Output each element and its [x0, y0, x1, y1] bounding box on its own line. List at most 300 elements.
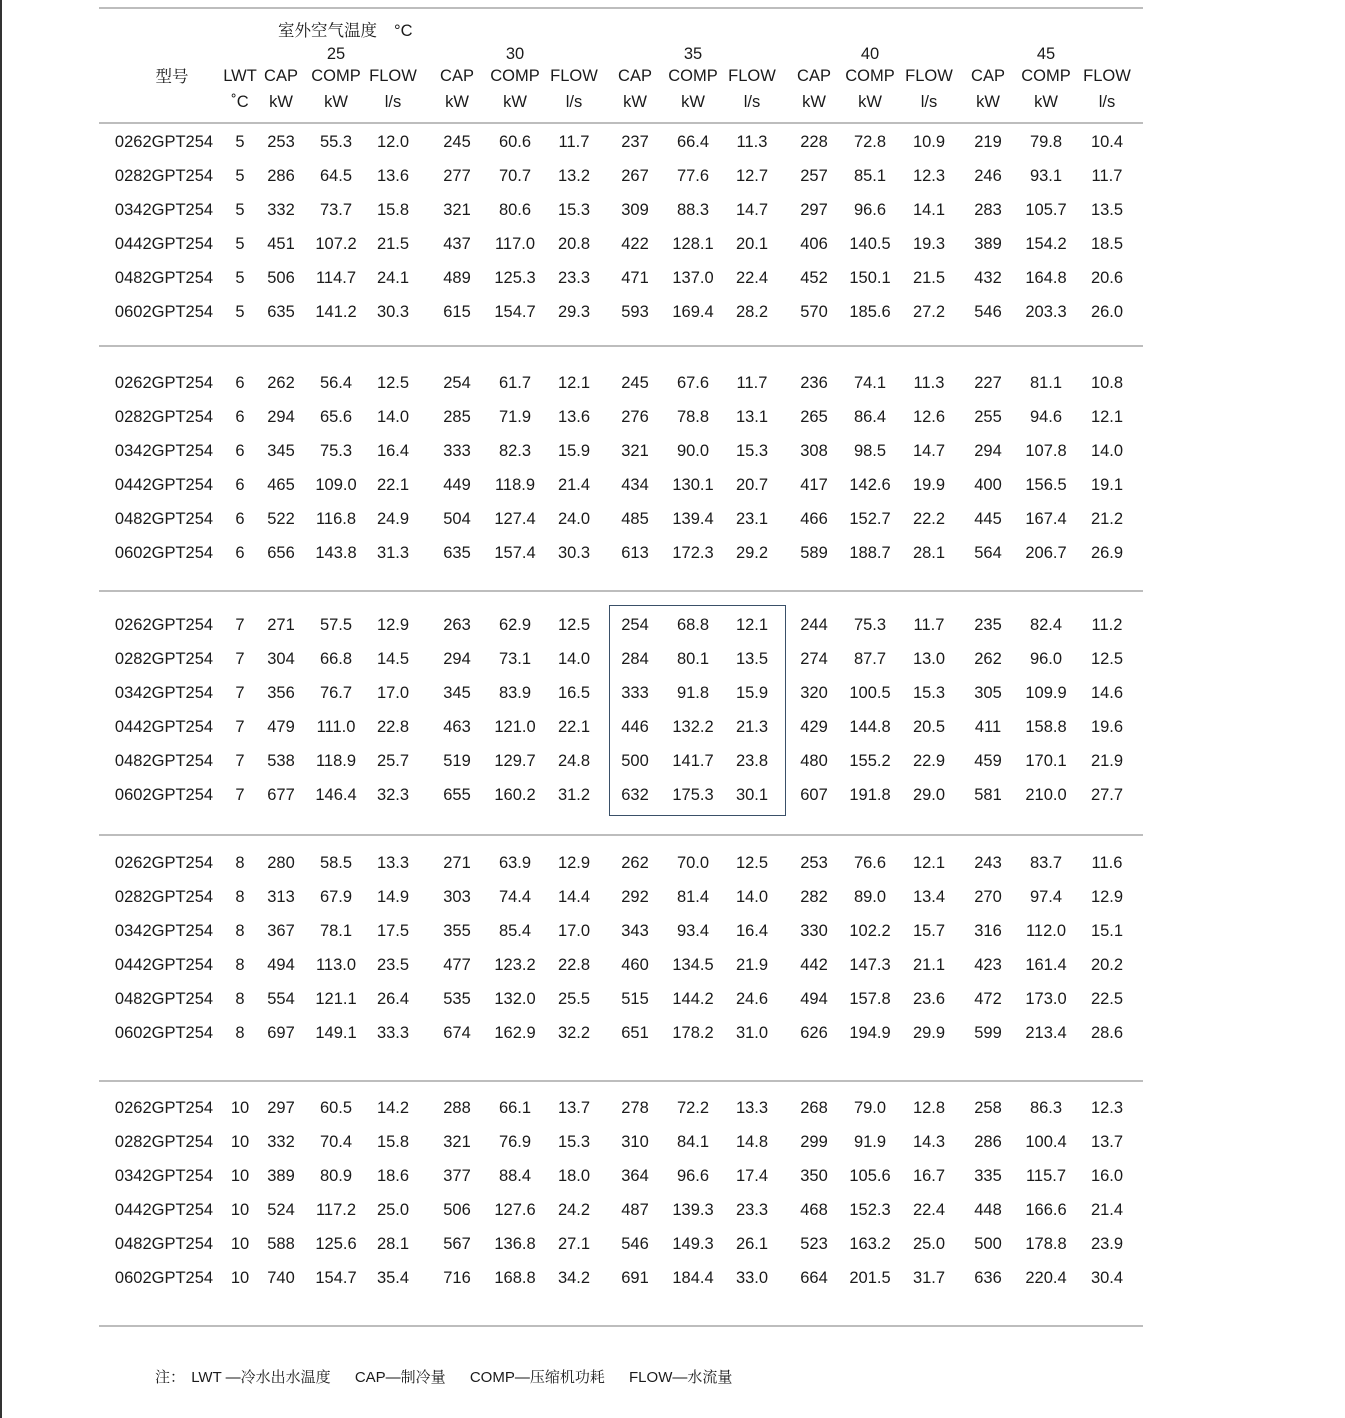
footnote-comp: COMP—压缩机功耗 — [469, 1369, 605, 1386]
value-cell: 285 — [443, 408, 471, 426]
value-cell: 156.5 — [1025, 476, 1067, 494]
value-cell: 125.3 — [494, 269, 536, 287]
value-cell: 12.8 — [912, 1099, 946, 1117]
value-cell: 321 — [443, 1133, 471, 1151]
value-cell: 313 — [267, 888, 295, 906]
value-cell: 80.1 — [676, 650, 710, 668]
model-cell: 0262GPT254 — [114, 854, 214, 872]
value-cell: 479 — [267, 718, 295, 736]
value-cell: 14.9 — [376, 888, 410, 906]
value-cell: 88.3 — [676, 201, 710, 219]
value-cell: 262 — [267, 374, 295, 392]
value-cell: 14.0 — [1090, 442, 1124, 460]
value-cell: 67.6 — [676, 374, 710, 392]
value-cell: 163.2 — [849, 1235, 891, 1253]
value-cell: 364 — [621, 1167, 649, 1185]
value-cell: 504 — [443, 510, 471, 528]
value-cell: 23.8 — [735, 752, 769, 770]
value-cell: 157.4 — [494, 544, 536, 562]
col-unit: kW — [681, 93, 705, 111]
page-left-border — [0, 0, 2, 1418]
value-cell: 31.7 — [912, 1269, 946, 1287]
value-cell: 166.6 — [1025, 1201, 1067, 1219]
value-cell: 27.2 — [912, 303, 946, 321]
value-cell: 100.4 — [1025, 1133, 1067, 1151]
value-cell: 20.6 — [1090, 269, 1124, 287]
temp-header-40: 40 — [860, 45, 880, 63]
value-cell: 117.0 — [494, 235, 536, 253]
model-cell: 0262GPT254 — [114, 133, 214, 151]
value-cell: 26.1 — [735, 1235, 769, 1253]
value-cell: 13.7 — [557, 1099, 591, 1117]
value-cell: 125.6 — [315, 1235, 357, 1253]
value-cell: 274 — [800, 650, 828, 668]
col-header-flow: FLOW — [369, 67, 417, 85]
value-cell: 332 — [267, 201, 295, 219]
col-unit: l/s — [384, 93, 402, 111]
value-cell: 91.9 — [853, 1133, 887, 1151]
value-cell: 185.6 — [849, 303, 891, 321]
lwt-cell: 5 — [235, 133, 245, 151]
value-cell: 79.0 — [853, 1099, 887, 1117]
value-cell: 716 — [443, 1269, 471, 1287]
value-cell: 14.0 — [735, 888, 769, 906]
value-cell: 451 — [267, 235, 295, 253]
value-cell: 350 — [800, 1167, 828, 1185]
value-cell: 632 — [621, 786, 649, 804]
value-cell: 24.8 — [557, 752, 591, 770]
value-cell: 31.2 — [557, 786, 591, 804]
value-cell: 16.5 — [557, 684, 591, 702]
value-cell: 500 — [621, 752, 649, 770]
value-cell: 70.7 — [498, 167, 532, 185]
value-cell: 93.1 — [1029, 167, 1063, 185]
col-header-flow: FLOW — [728, 67, 776, 85]
lwt-cell: 10 — [230, 1099, 250, 1117]
temp-header-30: 30 — [505, 45, 525, 63]
value-cell: 121.0 — [494, 718, 536, 736]
value-cell: 263 — [443, 616, 471, 634]
value-cell: 30.3 — [376, 303, 410, 321]
value-cell: 13.0 — [912, 650, 946, 668]
value-cell: 22.8 — [557, 956, 591, 974]
col-header-comp: COMP — [311, 67, 361, 85]
model-cell: 0482GPT254 — [114, 510, 214, 528]
value-cell: 31.0 — [735, 1024, 769, 1042]
value-cell: 161.4 — [1025, 956, 1067, 974]
value-cell: 22.1 — [557, 718, 591, 736]
value-cell: 460 — [621, 956, 649, 974]
value-cell: 81.4 — [676, 888, 710, 906]
model-cell: 0262GPT254 — [114, 616, 214, 634]
value-cell: 149.3 — [672, 1235, 714, 1253]
table-rule — [99, 345, 1143, 347]
value-cell: 343 — [621, 922, 649, 940]
value-cell: 141.7 — [672, 752, 714, 770]
value-cell: 500 — [974, 1235, 1002, 1253]
value-cell: 330 — [800, 922, 828, 940]
value-cell: 635 — [443, 544, 471, 562]
value-cell: 12.9 — [1090, 888, 1124, 906]
value-cell: 158.8 — [1025, 718, 1067, 736]
value-cell: 297 — [800, 201, 828, 219]
value-cell: 152.3 — [849, 1201, 891, 1219]
value-cell: 30.1 — [735, 786, 769, 804]
value-cell: 170.1 — [1025, 752, 1067, 770]
value-cell: 11.7 — [913, 616, 945, 634]
value-cell: 13.3 — [376, 854, 410, 872]
value-cell: 74.1 — [853, 374, 887, 392]
value-cell: 255 — [974, 408, 1002, 426]
value-cell: 282 — [800, 888, 828, 906]
value-cell: 546 — [621, 1235, 649, 1253]
lwt-cell: 8 — [235, 888, 245, 906]
value-cell: 15.3 — [557, 1133, 591, 1151]
col-header-comp: COMP — [490, 67, 540, 85]
value-cell: 85.1 — [853, 167, 887, 185]
value-cell: 90.0 — [676, 442, 710, 460]
value-cell: 535 — [443, 990, 471, 1008]
model-cell: 0342GPT254 — [114, 684, 214, 702]
value-cell: 333 — [443, 442, 471, 460]
lwt-cell: 8 — [235, 956, 245, 974]
value-cell: 22.9 — [912, 752, 946, 770]
value-cell: 98.5 — [853, 442, 887, 460]
value-cell: 389 — [267, 1167, 295, 1185]
value-cell: 288 — [443, 1099, 471, 1117]
value-cell: 18.5 — [1090, 235, 1124, 253]
value-cell: 377 — [443, 1167, 471, 1185]
value-cell: 423 — [974, 956, 1002, 974]
value-cell: 581 — [974, 786, 1002, 804]
value-cell: 22.8 — [376, 718, 410, 736]
value-cell: 19.1 — [1090, 476, 1124, 494]
value-cell: 13.2 — [557, 167, 591, 185]
value-cell: 134.5 — [672, 956, 714, 974]
value-cell: 400 — [974, 476, 1002, 494]
value-cell: 21.5 — [376, 235, 410, 253]
value-cell: 13.4 — [912, 888, 946, 906]
value-cell: 117.2 — [315, 1201, 357, 1219]
value-cell: 356 — [267, 684, 295, 702]
value-cell: 32.2 — [557, 1024, 591, 1042]
value-cell: 472 — [974, 990, 1002, 1008]
value-cell: 12.1 — [1090, 408, 1124, 426]
value-cell: 459 — [974, 752, 1002, 770]
value-cell: 613 — [621, 544, 649, 562]
value-cell: 477 — [443, 956, 471, 974]
model-cell: 0602GPT254 — [114, 1024, 214, 1042]
value-cell: 112.0 — [1025, 922, 1067, 940]
value-cell: 77.6 — [676, 167, 710, 185]
value-cell: 12.9 — [557, 854, 591, 872]
value-cell: 515 — [621, 990, 649, 1008]
value-cell: 236 — [800, 374, 828, 392]
value-cell: 29.2 — [735, 544, 769, 562]
value-cell: 538 — [267, 752, 295, 770]
value-cell: 10.8 — [1090, 374, 1124, 392]
value-cell: 31.3 — [376, 544, 410, 562]
value-cell: 15.7 — [912, 922, 946, 940]
lwt-cell: 7 — [235, 786, 245, 804]
value-cell: 66.8 — [319, 650, 353, 668]
value-cell: 321 — [443, 201, 471, 219]
value-cell: 305 — [974, 684, 1002, 702]
value-cell: 485 — [621, 510, 649, 528]
value-cell: 65.6 — [319, 408, 353, 426]
value-cell: 14.5 — [376, 650, 410, 668]
value-cell: 22.4 — [735, 269, 769, 287]
col-unit: kW — [976, 93, 1000, 111]
value-cell: 72.8 — [853, 133, 887, 151]
value-cell: 12.5 — [557, 616, 591, 634]
value-cell: 86.3 — [1029, 1099, 1063, 1117]
value-cell: 589 — [800, 544, 828, 562]
value-cell: 57.5 — [319, 616, 353, 634]
value-cell: 17.0 — [376, 684, 410, 702]
value-cell: 12.1 — [912, 854, 946, 872]
lwt-header: LWT — [223, 67, 257, 85]
value-cell: 253 — [267, 133, 295, 151]
value-cell: 67.9 — [319, 888, 353, 906]
value-cell: 154.2 — [1025, 235, 1067, 253]
value-cell: 14.1 — [912, 201, 946, 219]
table-rule — [99, 590, 1143, 592]
model-cell: 0602GPT254 — [114, 544, 214, 562]
value-cell: 235 — [974, 616, 1002, 634]
value-cell: 76.7 — [319, 684, 353, 702]
lwt-unit: ˚C — [231, 93, 249, 111]
value-cell: 63.9 — [498, 854, 532, 872]
value-cell: 321 — [621, 442, 649, 460]
value-cell: 20.7 — [735, 476, 769, 494]
lwt-cell: 10 — [230, 1235, 250, 1253]
value-cell: 107.8 — [1025, 442, 1067, 460]
value-cell: 607 — [800, 786, 828, 804]
value-cell: 144.8 — [849, 718, 891, 736]
value-cell: 149.1 — [315, 1024, 357, 1042]
value-cell: 16.4 — [376, 442, 410, 460]
value-cell: 14.8 — [735, 1133, 769, 1151]
value-cell: 228 — [800, 133, 828, 151]
value-cell: 524 — [267, 1201, 295, 1219]
model-cell: 0282GPT254 — [114, 167, 214, 185]
lwt-cell: 5 — [235, 201, 245, 219]
value-cell: 283 — [974, 201, 1002, 219]
value-cell: 88.4 — [498, 1167, 532, 1185]
col-header-comp: COMP — [668, 67, 718, 85]
value-cell: 570 — [800, 303, 828, 321]
model-cell: 0342GPT254 — [114, 922, 214, 940]
value-cell: 246 — [974, 167, 1002, 185]
value-cell: 434 — [621, 476, 649, 494]
value-cell: 175.3 — [672, 786, 714, 804]
value-cell: 136.8 — [494, 1235, 536, 1253]
lwt-cell: 7 — [235, 616, 245, 634]
value-cell: 73.1 — [498, 650, 532, 668]
value-cell: 429 — [800, 718, 828, 736]
value-cell: 27.1 — [557, 1235, 591, 1253]
value-cell: 445 — [974, 510, 1002, 528]
value-cell: 152.7 — [849, 510, 891, 528]
value-cell: 113.0 — [315, 956, 357, 974]
value-cell: 74.4 — [498, 888, 532, 906]
value-cell: 463 — [443, 718, 471, 736]
value-cell: 66.1 — [498, 1099, 532, 1117]
value-cell: 11.7 — [558, 133, 590, 151]
footnote-flow: FLOW—水流量 — [629, 1369, 733, 1386]
value-cell: 132.0 — [494, 990, 536, 1008]
value-cell: 367 — [267, 922, 295, 940]
value-cell: 87.7 — [853, 650, 887, 668]
value-cell: 85.4 — [498, 922, 532, 940]
value-cell: 286 — [267, 167, 295, 185]
value-cell: 168.8 — [494, 1269, 536, 1287]
value-cell: 154.7 — [494, 303, 536, 321]
footnote-cap: CAP—制冷量 — [354, 1369, 446, 1386]
value-cell: 23.3 — [735, 1201, 769, 1219]
value-cell: 15.3 — [557, 201, 591, 219]
value-cell: 11.2 — [1091, 616, 1123, 634]
value-cell: 14.7 — [735, 201, 769, 219]
value-cell: 674 — [443, 1024, 471, 1042]
value-cell: 178.2 — [672, 1024, 714, 1042]
footnote-prefix: 注： — [155, 1369, 186, 1386]
value-cell: 11.7 — [1091, 167, 1123, 185]
value-cell: 14.0 — [376, 408, 410, 426]
value-cell: 29.0 — [912, 786, 946, 804]
value-cell: 245 — [443, 133, 471, 151]
value-cell: 118.9 — [315, 752, 357, 770]
value-cell: 310 — [621, 1133, 649, 1151]
value-cell: 12.3 — [1090, 1099, 1124, 1117]
value-cell: 297 — [267, 1099, 295, 1117]
value-cell: 60.5 — [319, 1099, 353, 1117]
value-cell: 109.9 — [1025, 684, 1067, 702]
value-cell: 13.6 — [376, 167, 410, 185]
value-cell: 294 — [267, 408, 295, 426]
model-cell: 0602GPT254 — [114, 303, 214, 321]
col-unit: l/s — [743, 93, 761, 111]
value-cell: 109.0 — [315, 476, 357, 494]
value-cell: 636 — [974, 1269, 1002, 1287]
lwt-cell: 7 — [235, 718, 245, 736]
value-cell: 14.7 — [912, 442, 946, 460]
value-cell: 72.2 — [676, 1099, 710, 1117]
value-cell: 20.2 — [1090, 956, 1124, 974]
value-cell: 28.2 — [735, 303, 769, 321]
value-cell: 22.4 — [912, 1201, 946, 1219]
value-cell: 13.6 — [557, 408, 591, 426]
value-cell: 61.7 — [498, 374, 532, 392]
value-cell: 184.4 — [672, 1269, 714, 1287]
value-cell: 169.4 — [672, 303, 714, 321]
value-cell: 292 — [621, 888, 649, 906]
model-cell: 0442GPT254 — [114, 476, 214, 494]
col-header-cap: CAP — [264, 67, 298, 85]
value-cell: 465 — [267, 476, 295, 494]
lwt-cell: 6 — [235, 510, 245, 528]
value-cell: 267 — [621, 167, 649, 185]
value-cell: 506 — [443, 1201, 471, 1219]
value-cell: 154.7 — [315, 1269, 357, 1287]
model-cell: 0482GPT254 — [114, 269, 214, 287]
value-cell: 345 — [267, 442, 295, 460]
value-cell: 155.2 — [849, 752, 891, 770]
value-cell: 25.0 — [376, 1201, 410, 1219]
col-unit: kW — [503, 93, 527, 111]
lwt-cell: 5 — [235, 167, 245, 185]
value-cell: 14.4 — [557, 888, 591, 906]
value-cell: 32.3 — [376, 786, 410, 804]
value-cell: 107.2 — [315, 235, 357, 253]
value-cell: 12.7 — [735, 167, 769, 185]
value-cell: 91.8 — [676, 684, 710, 702]
value-cell: 129.7 — [494, 752, 536, 770]
value-cell: 468 — [800, 1201, 828, 1219]
value-cell: 588 — [267, 1235, 295, 1253]
value-cell: 265 — [800, 408, 828, 426]
value-cell: 22.5 — [1090, 990, 1124, 1008]
col-unit: kW — [269, 93, 293, 111]
value-cell: 635 — [267, 303, 295, 321]
value-cell: 68.8 — [676, 616, 710, 634]
value-cell: 355 — [443, 922, 471, 940]
value-cell: 12.3 — [912, 167, 946, 185]
value-cell: 599 — [974, 1024, 1002, 1042]
value-cell: 86.4 — [853, 408, 887, 426]
model-header: 型号 — [155, 68, 189, 86]
value-cell: 345 — [443, 684, 471, 702]
value-cell: 11.7 — [736, 374, 768, 392]
value-cell: 21.5 — [912, 269, 946, 287]
value-cell: 253 — [800, 854, 828, 872]
value-cell: 12.9 — [376, 616, 410, 634]
model-cell: 0282GPT254 — [114, 1133, 214, 1151]
value-cell: 740 — [267, 1269, 295, 1287]
value-cell: 254 — [443, 374, 471, 392]
value-cell: 78.1 — [319, 922, 353, 940]
value-cell: 320 — [800, 684, 828, 702]
value-cell: 13.1 — [735, 408, 769, 426]
value-cell: 333 — [621, 684, 649, 702]
value-cell: 270 — [974, 888, 1002, 906]
value-cell: 422 — [621, 235, 649, 253]
lwt-cell: 8 — [235, 854, 245, 872]
col-unit: kW — [324, 93, 348, 111]
value-cell: 26.4 — [376, 990, 410, 1008]
value-cell: 127.6 — [494, 1201, 536, 1219]
table-rule — [99, 122, 1143, 124]
value-cell: 24.9 — [376, 510, 410, 528]
value-cell: 24.6 — [735, 990, 769, 1008]
value-cell: 243 — [974, 854, 1002, 872]
col-unit: kW — [445, 93, 469, 111]
value-cell: 73.7 — [319, 201, 353, 219]
value-cell: 268 — [800, 1099, 828, 1117]
value-cell: 480 — [800, 752, 828, 770]
value-cell: 677 — [267, 786, 295, 804]
value-cell: 22.1 — [376, 476, 410, 494]
value-cell: 96.6 — [676, 1167, 710, 1185]
value-cell: 105.7 — [1025, 201, 1067, 219]
model-cell: 0442GPT254 — [114, 1201, 214, 1219]
value-cell: 89.0 — [853, 888, 887, 906]
value-cell: 76.9 — [498, 1133, 532, 1151]
value-cell: 389 — [974, 235, 1002, 253]
value-cell: 172.3 — [672, 544, 714, 562]
value-cell: 35.4 — [376, 1269, 410, 1287]
